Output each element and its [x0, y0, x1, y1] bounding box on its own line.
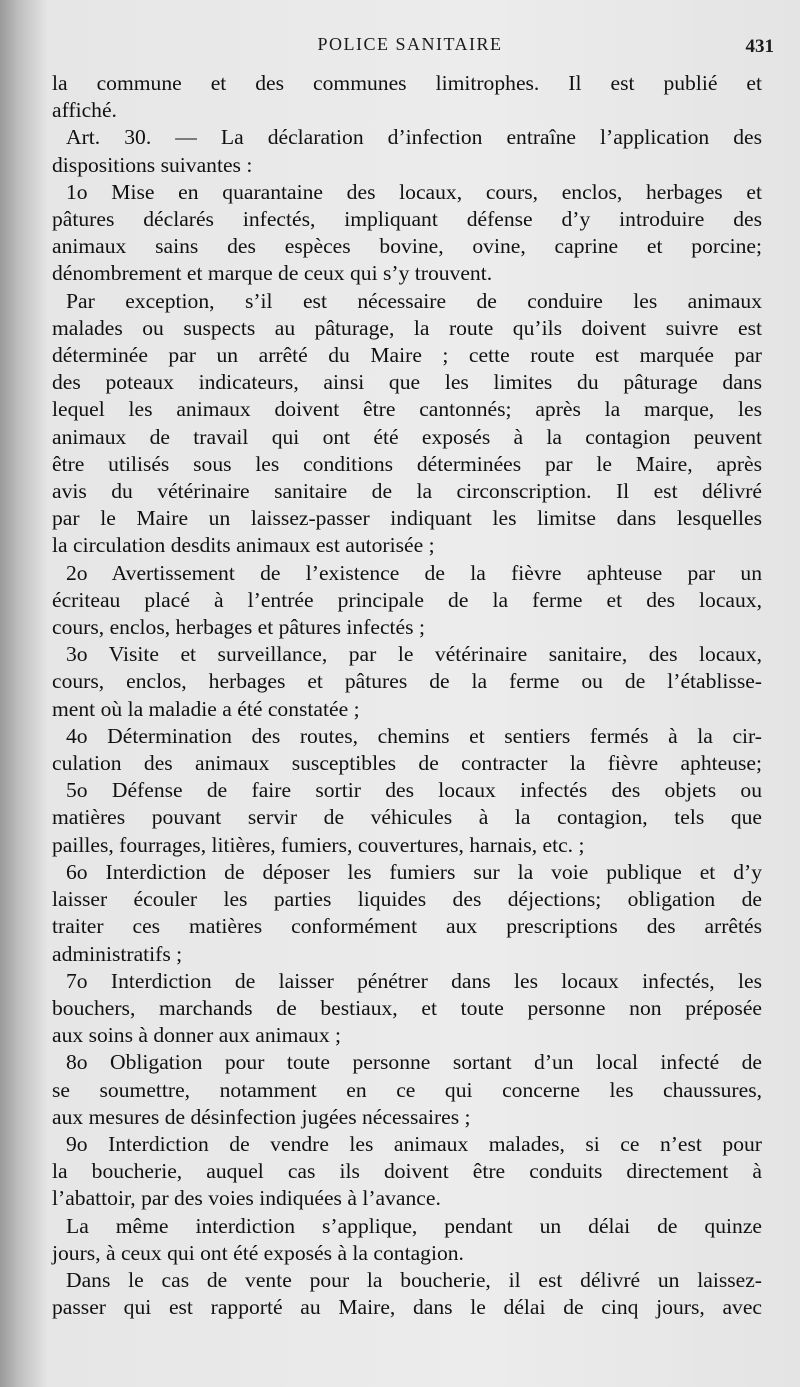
text-line: passer qui est rapporté au Maire, dans le délai de cinq jours, avec [52, 1295, 762, 1320]
text-line: déterminée par un arrêté du Maire ; cette route est marquée par [52, 343, 762, 368]
text-line: matières pouvant servir de véhicules à la contagion, tels que [52, 805, 762, 830]
text-line: administratifs ; [52, 941, 183, 966]
body-text [52, 70, 762, 1321]
text-line: 4o Détermination des routes, chemins et sentiers fermés à la cir- [66, 723, 762, 748]
text-line: des poteaux indicateurs, ainsi que les limites du pâturage dans [52, 370, 762, 395]
text-line: affiché. [52, 98, 117, 123]
page-number: 431 [745, 36, 774, 57]
text-line: 2o Avertissement de l’existence de la fièvre aphteuse par un [66, 560, 762, 585]
text-line: La même interdiction s’applique, pendant un délai de quinze [66, 1213, 762, 1238]
text-line: avis du vétérinaire sanitaire de la circonscription. Il est délivré [52, 479, 762, 504]
text-line: culation des animaux susceptibles de contracter la fièvre aphteuse; [52, 751, 762, 776]
text-line: dispositions suivantes : [52, 152, 253, 177]
text-line: dénombrement et marque de ceux qui s’y trouvent. [52, 261, 493, 286]
text-line: laisser écouler les parties liquides des déjections; obligation de [52, 887, 762, 912]
text-line: la circulation desdits animaux est autorisée ; [52, 533, 435, 558]
text-line: pâtures déclarés infectés, impliquant défense d’y introduire des [52, 207, 762, 232]
text-line: pailles, fourrages, litières, fumiers, couvertures, harnais, etc. ; [52, 832, 585, 857]
text-line: animaux sains des espèces bovine, ovine, caprine et porcine; [52, 234, 762, 259]
text-line: Dans le cas de vente pour la boucherie, il est délivré un laissez- [66, 1267, 762, 1292]
running-title: POLICE SANITAIRE [317, 34, 503, 54]
text-line: aux soins à donner aux animaux ; [52, 1023, 342, 1048]
text-line: la boucherie, auquel cas ils doivent être conduits directement à [52, 1159, 762, 1184]
text-line: 7o Interdiction de laisser pénétrer dans les locaux infectés, les [66, 968, 762, 993]
text-line: Par exception, s’il est nécessaire de conduire les animaux [66, 288, 762, 313]
text-line: 5o Défense de faire sortir des locaux infectés des objets ou [66, 778, 762, 803]
text-line: écriteau placé à l’entrée principale de la ferme et des locaux, [52, 587, 762, 612]
text-line: cours, enclos, herbages et pâtures de la ferme ou de l’établisse- [52, 669, 762, 694]
text-line: 3o Visite et surveillance, par le vétérinaire sanitaire, des locaux, [66, 642, 762, 667]
text-line: animaux de travail qui ont été exposés à la contagion peuvent [52, 424, 762, 449]
page-header [40, 30, 780, 64]
text-line: la commune et des communes limitrophes. Il est publié et [52, 71, 762, 95]
text-line: ment où la maladie a été constatée ; [52, 696, 360, 721]
text-line: lequel les animaux doivent être cantonnés; après la marque, les [52, 397, 762, 422]
text-line: 1o Mise en quarantaine des locaux, cours, enclos, herbages et [66, 179, 762, 204]
text-line: malades ou suspects au pâturage, la route qu’ils doivent suivre est [52, 315, 762, 340]
text-line: 9o Interdiction de vendre les animaux malades, si ce n’est pour [66, 1131, 762, 1156]
text-line: par le Maire un laissez-passer indiquant les limitse dans lesquelles [52, 506, 762, 531]
text-line: aux mesures de désinfection jugées nécessaires ; [52, 1104, 471, 1129]
text-line: jours, à ceux qui ont été exposés à la contagion. [52, 1240, 464, 1265]
text-line: être utilisés sous les conditions déterminées par le Maire, après [52, 451, 762, 476]
text-line: cours, enclos, herbages et pâtures infectés ; [52, 615, 425, 640]
text-line: bouchers, marchands de bestiaux, et toute personne non préposée [52, 995, 762, 1020]
text-line: se soumettre, notamment en ce qui concerne les chaussures, [52, 1077, 762, 1102]
text-line: 6o Interdiction de déposer les fumiers sur la voie publique et d’y [66, 859, 762, 884]
text-line: Art. 30. — La déclaration d’infection entraîne l’application des [66, 125, 762, 150]
text-line: traiter ces matières conformément aux prescriptions des arrêtés [52, 914, 762, 939]
text-line: 8o Obligation pour toute personne sortant d’un local infecté de [66, 1050, 762, 1075]
text-line: l’abattoir, par des voies indiquées à l’avance. [52, 1186, 441, 1211]
